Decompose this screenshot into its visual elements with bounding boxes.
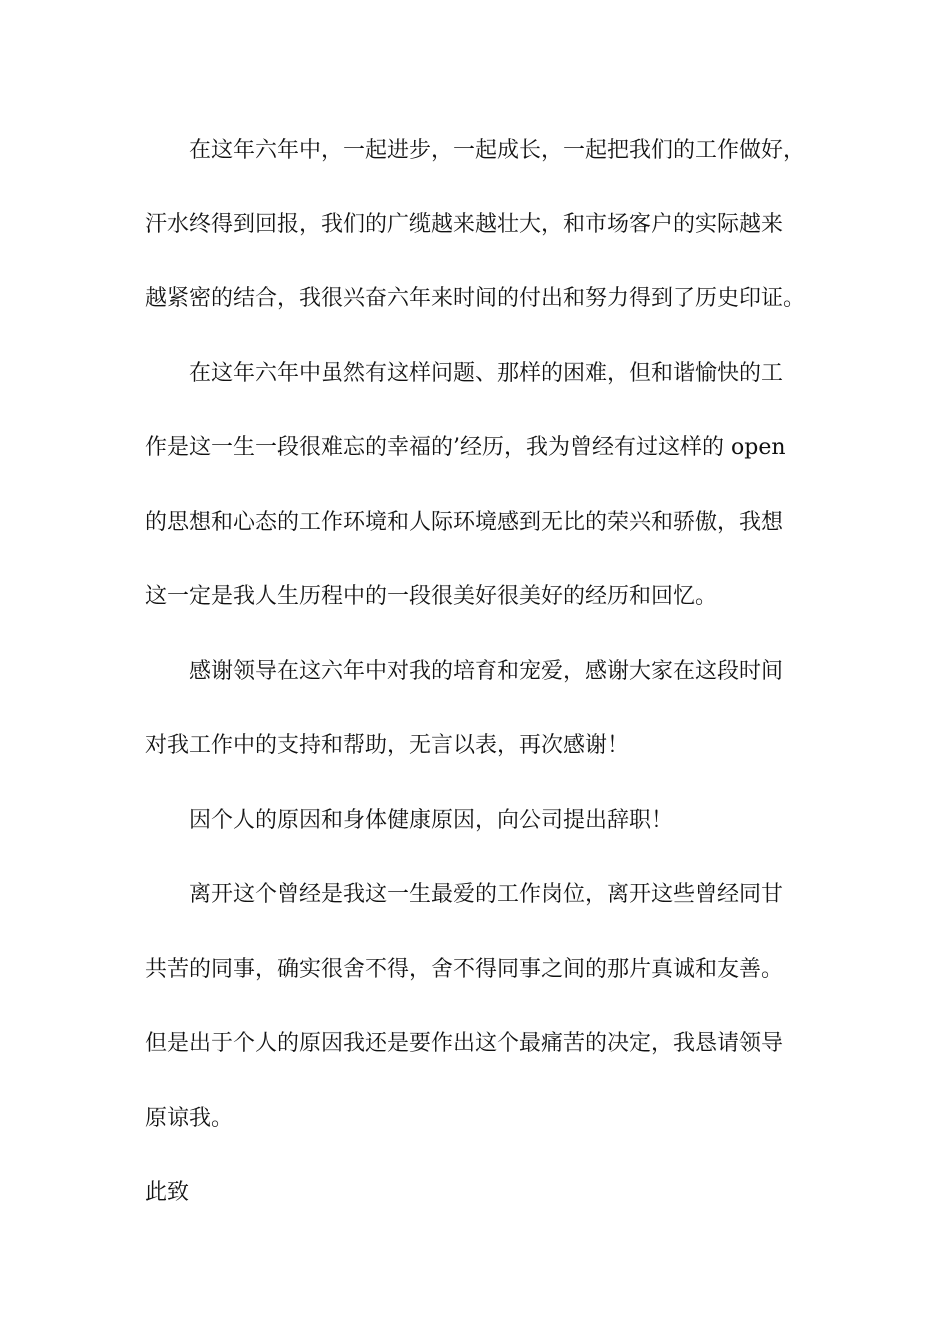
text-line: 越紧密的结合，我很兴奋六年来时间的付出和努力得到了历史印证。 <box>145 286 806 311</box>
text-line: 这一定是我人生历程中的一段很美好很美好的经历和回忆。 <box>145 584 718 609</box>
text-line: 共苦的同事，确实很舍不得，舍不得同事之间的那片真诚和友善。 <box>145 957 784 982</box>
text-line: 原谅我。 <box>145 1106 234 1131</box>
text-line: 汗水终得到回报，我们的广缆越来越壮大，和市场客户的实际越来 <box>145 212 784 237</box>
text-line: 此致 <box>145 1180 190 1205</box>
text-line: 对我工作中的支持和帮助，无言以表，再次感谢！ <box>145 733 630 758</box>
text-line: 在这年六年中，一起进步，一起成长，一起把我们的工作做好， <box>189 138 806 163</box>
text-line: 在这年六年中虽然有这样问题、那样的困难，但和谐愉快的工 <box>189 361 784 386</box>
text-line: 但是出于个人的原因我还是要作出这个最痛苦的决定，我恳请领导 <box>145 1031 784 1056</box>
text-line: 离开这个曾经是我这一生最爱的工作岗位，离开这些曾经同甘 <box>189 882 784 907</box>
text-line: 感谢领导在这六年中对我的培育和宠爱，感谢大家在这段时间 <box>189 659 784 684</box>
text-line: 因个人的原因和身体健康原因，向公司提出辞职！ <box>189 808 674 833</box>
text-line: 作是这一生一段很难忘的幸福的’经历，我为曾经有过这样的 open <box>145 435 786 460</box>
text-line: 的思想和心态的工作环境和人际环境感到无比的荣兴和骄傲，我想 <box>145 510 784 535</box>
